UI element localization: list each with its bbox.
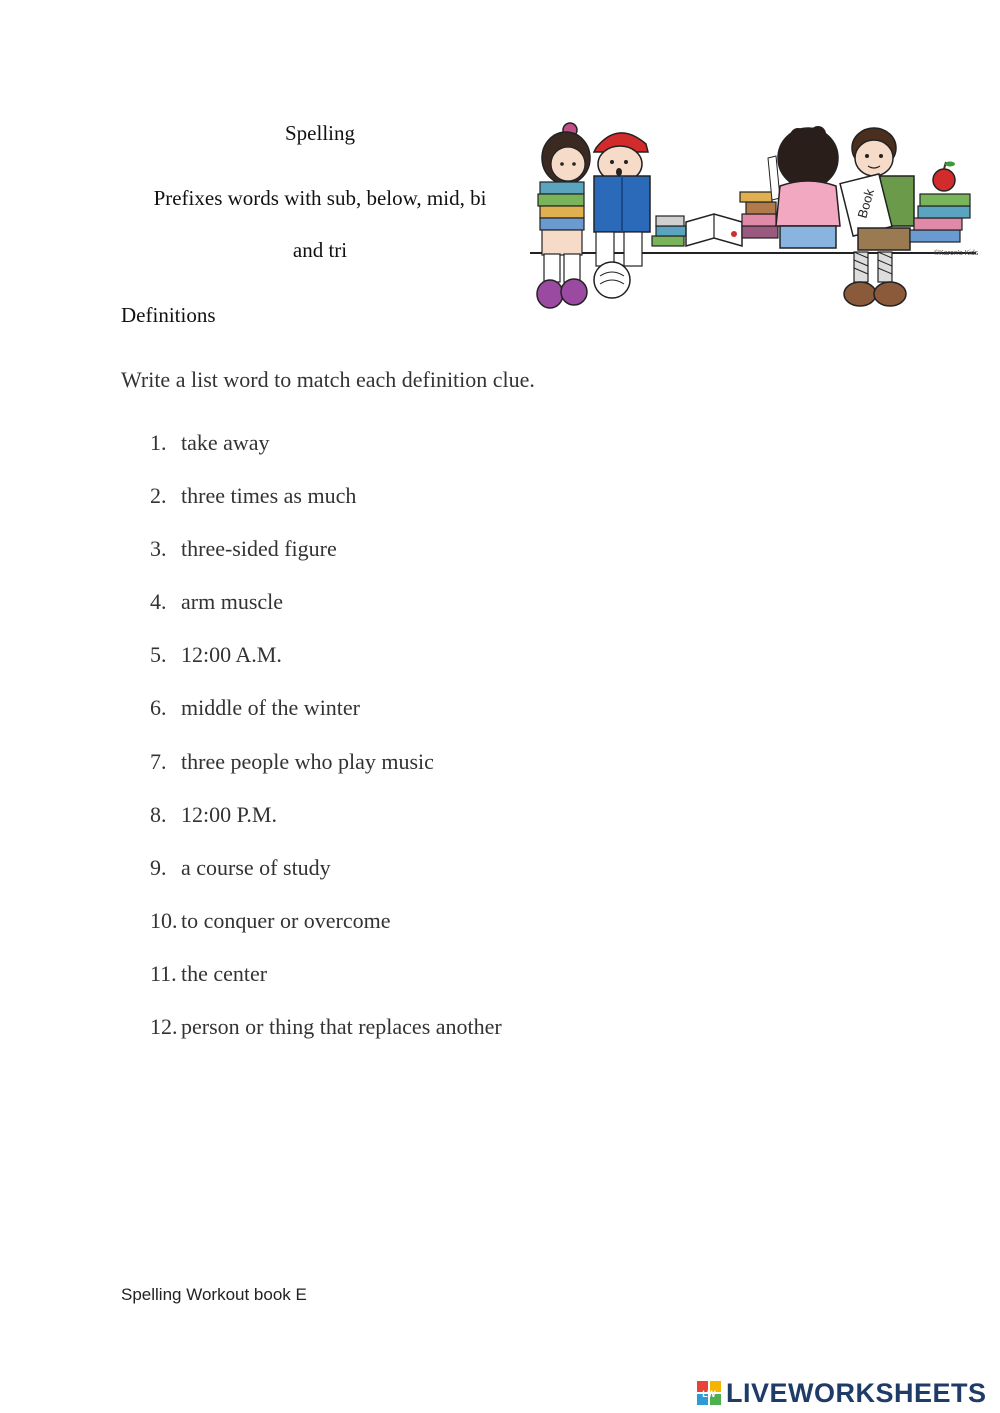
definition-item (150, 802, 502, 855)
definition-item (150, 483, 502, 536)
definition-text: a course of study (181, 854, 331, 880)
definition-text: to conquer or overcome (181, 907, 391, 933)
definition-item (150, 430, 502, 483)
page-title: Spelling (284, 121, 355, 145)
definition-item (150, 536, 502, 589)
definition-text: arm muscle (181, 589, 284, 615)
definition-text: middle of the winter (181, 695, 361, 721)
definition-item (150, 749, 502, 802)
definition-item (150, 589, 502, 642)
item-number: 8. (150, 801, 167, 827)
definition-text: 12:00 A.M. (181, 642, 282, 668)
item-number: 6. (150, 695, 167, 721)
boy-reading-figure (594, 133, 650, 298)
instructions-text: Write a list word to match each definition clue. (121, 367, 535, 392)
item-number: 5. (150, 642, 167, 668)
logo-letters: LW (702, 1389, 716, 1399)
definition-item (150, 1014, 502, 1067)
girl-reading-figure (537, 123, 590, 308)
definition-text: take away (181, 430, 270, 455)
liveworksheets-wordmark: LIVEWORKSHEETS (726, 1377, 987, 1408)
definition-item (150, 695, 502, 748)
definition-text: three times as much (181, 483, 357, 509)
item-number: 1. (150, 430, 167, 455)
book-sign-text: Book (854, 187, 878, 220)
definition-item (150, 642, 502, 695)
definition-text: three people who play music (181, 748, 434, 774)
footer-book-reference: Spelling Workout book E (121, 1285, 307, 1304)
definition-list (150, 430, 502, 1067)
item-number: 3. (150, 536, 167, 562)
boy-with-book-sign-figure (840, 128, 914, 306)
item-number: 2. (150, 483, 167, 509)
definition-text: 12:00 P.M. (181, 801, 277, 827)
subtitle-line-1: Prefixes words with sub, below, mid, bi (153, 186, 487, 210)
apple-books-stack (910, 162, 979, 258)
definition-item (150, 855, 502, 908)
book-pile (652, 156, 780, 246)
girl-back-figure (776, 126, 840, 248)
item-number: 9. (150, 854, 167, 880)
item-number: 7. (150, 748, 167, 774)
item-number: 11. (150, 960, 177, 986)
section-heading: Definitions (121, 303, 216, 327)
illustration-credit: ©Karen's Kids (934, 250, 979, 257)
kids-reading-illustration (528, 118, 980, 318)
item-number: 10. (150, 907, 178, 933)
item-number: 4. (150, 589, 167, 615)
definition-item (150, 961, 502, 1014)
subtitle-line-2: and tri (292, 238, 348, 262)
definition-text: person or thing that replaces another (181, 1014, 502, 1040)
item-number: 12. (150, 1014, 178, 1040)
liveworksheets-logo-icon (696, 1380, 722, 1406)
definition-text: three-sided figure (181, 536, 337, 562)
liveworksheets-brand[interactable] (696, 1376, 987, 1410)
definition-item (150, 908, 502, 961)
definition-text: the center (181, 960, 268, 986)
